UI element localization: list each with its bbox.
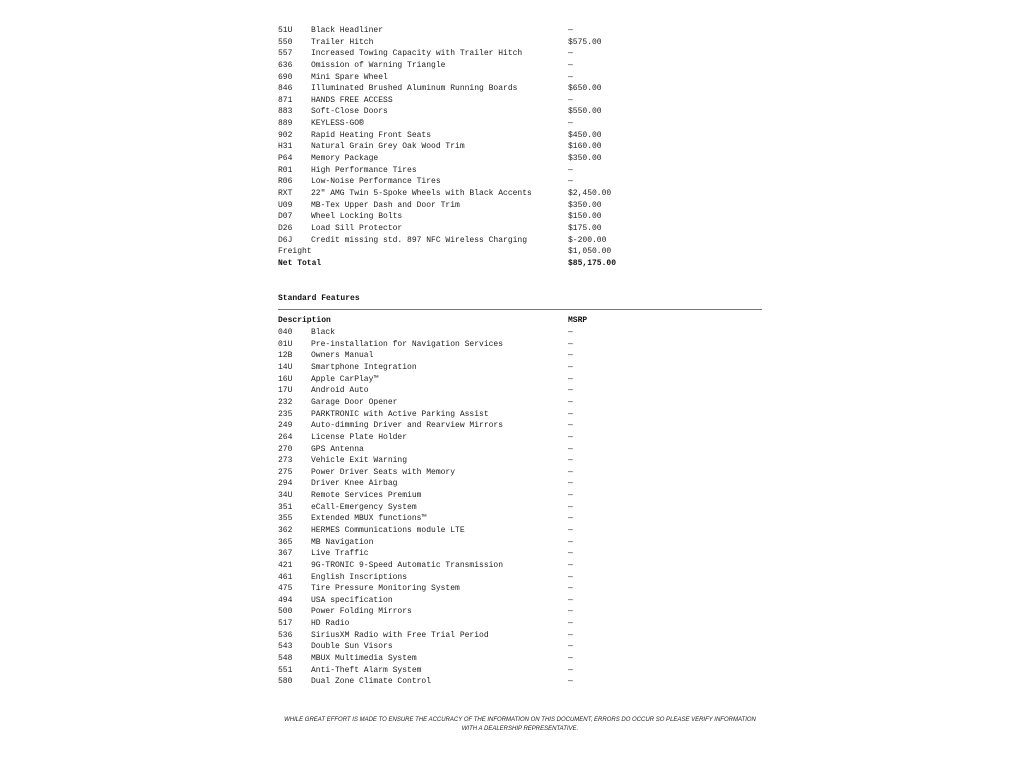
feature-row [278, 665, 762, 677]
feature-row [278, 513, 762, 525]
feature-row [278, 490, 762, 502]
option-msrp: — [568, 595, 573, 605]
option-row [278, 211, 762, 223]
option-msrp: — [568, 432, 573, 442]
option-msrp: $550.00 [568, 107, 602, 117]
net-total-amount: $85,175.00 [568, 258, 617, 268]
net-total-label: Net Total [278, 258, 322, 268]
freight-label: Freight [278, 247, 312, 257]
net-total-row [278, 258, 762, 270]
feature-row [278, 455, 762, 467]
option-code: 51U [278, 26, 293, 35]
feature-row [278, 478, 762, 490]
option-description: Increased Towing Capacity with Trailer Hitch [311, 49, 523, 59]
option-msrp: — [568, 607, 573, 617]
option-description: Illuminated Brushed Aluminum Running Boards [311, 84, 518, 94]
option-description: Omission of Warning Triangle [311, 60, 446, 70]
option-code: H31 [278, 142, 293, 152]
feature-row [278, 327, 762, 339]
option-code: R01 [278, 165, 293, 175]
msrp-column-header: MSRP [568, 316, 588, 326]
option-code: 548 [278, 654, 293, 664]
option-msrp: — [568, 397, 573, 407]
feature-row [278, 432, 762, 444]
option-row [278, 176, 762, 188]
option-description: Black [311, 328, 336, 338]
option-msrp: — [568, 119, 573, 129]
option-msrp: $650.00 [568, 84, 602, 94]
option-msrp: — [568, 467, 573, 477]
option-description: High Performance Tires [311, 165, 417, 175]
option-row [278, 153, 762, 165]
option-description: GPS Antenna [311, 444, 364, 454]
option-msrp: — [568, 619, 573, 629]
option-msrp: — [568, 549, 573, 559]
option-msrp: — [568, 165, 573, 175]
option-code: 249 [278, 421, 293, 431]
option-msrp: $575.00 [568, 37, 602, 47]
option-msrp: — [568, 630, 573, 640]
option-row [278, 118, 762, 130]
option-description: Driver Knee Airbag [311, 479, 398, 489]
option-msrp: — [568, 572, 573, 582]
option-msrp: — [568, 654, 573, 664]
feature-row [278, 618, 762, 630]
option-code: 883 [278, 107, 293, 117]
option-description: Tire Pressure Monitoring System [311, 584, 460, 594]
feature-row [278, 560, 762, 572]
feature-row [278, 385, 762, 397]
option-msrp: — [568, 363, 573, 373]
option-description: Natural Grain Grey Oak Wood Trim [311, 142, 465, 152]
option-msrp: — [568, 677, 573, 687]
option-msrp: — [568, 584, 573, 594]
option-code: 846 [278, 84, 293, 94]
option-msrp: — [568, 95, 573, 105]
section-divider [278, 309, 762, 310]
option-msrp: — [568, 642, 573, 652]
option-code: R06 [278, 177, 293, 187]
option-code: 557 [278, 49, 293, 59]
disclaimer-text: WHILE GREAT EFFORT IS MADE TO ENSURE THE ACCURACY OF THE INFORMATION ON THIS DOCUMENT, ERRORS DO OCCUR SO PLEASE VERIFY INFORMATION WITH A DEALERSHIP REPRESENTATIVE. [284, 717, 756, 732]
option-row [278, 60, 762, 72]
option-msrp: — [568, 525, 573, 535]
option-code: 362 [278, 525, 293, 535]
option-description: Low-Noise Performance Tires [311, 177, 441, 187]
standard-features-header [278, 315, 762, 327]
feature-row [278, 374, 762, 386]
option-description: KEYLESS-GO® [311, 119, 364, 129]
option-row [278, 130, 762, 142]
option-msrp: $150.00 [568, 212, 602, 222]
option-description: Double Sun Visors [311, 642, 393, 652]
option-row [278, 83, 762, 95]
option-msrp: — [568, 456, 573, 466]
option-code: 543 [278, 642, 293, 652]
option-row [278, 235, 762, 247]
option-description: Power Driver Seats with Memory [311, 467, 456, 477]
window-sticker-sheet [278, 25, 762, 688]
option-description: Anti-Theft Alarm System [311, 665, 422, 675]
option-code: 351 [278, 502, 293, 512]
option-msrp: — [568, 421, 573, 431]
option-code: D6J [278, 235, 293, 245]
option-description: 22" AMG Twin 5-Spoke Wheels with Black Accents [311, 188, 532, 198]
option-description: PARKTRONIC with Active Parking Assist [311, 409, 489, 419]
option-row [278, 37, 762, 49]
option-code: 551 [278, 665, 293, 675]
option-code: 636 [278, 60, 293, 70]
option-row [278, 165, 762, 177]
option-code: 889 [278, 119, 293, 129]
option-description: Extended MBUX functions™ [311, 514, 427, 524]
option-description: Load Sill Protector [311, 223, 403, 233]
option-description: Garage Door Opener [311, 397, 398, 407]
option-code: 270 [278, 444, 293, 454]
option-row [278, 95, 762, 107]
option-description: English Inscriptions [311, 572, 408, 582]
option-code: 14U [278, 363, 293, 373]
option-msrp: — [568, 491, 573, 501]
feature-row [278, 397, 762, 409]
option-description: Credit missing std. 897 NFC Wireless Charging [311, 235, 528, 245]
option-msrp: $450.00 [568, 130, 602, 140]
option-msrp: — [568, 665, 573, 675]
feature-row [278, 339, 762, 351]
option-code: RXT [278, 188, 293, 198]
option-msrp: $-200.00 [568, 235, 607, 245]
option-description: Soft-Close Doors [311, 107, 388, 117]
option-code: P64 [278, 154, 293, 164]
option-description: Pre-installation for Navigation Services [311, 339, 504, 349]
option-msrp: — [568, 560, 573, 570]
option-msrp: — [568, 60, 573, 70]
option-code: D07 [278, 212, 293, 222]
feature-row [278, 653, 762, 665]
option-code: 365 [278, 537, 293, 547]
option-description: Smartphone Integration [311, 363, 417, 373]
description-column-header: Description [278, 316, 331, 326]
option-code: 500 [278, 607, 293, 617]
option-msrp: — [568, 537, 573, 547]
option-msrp: — [568, 409, 573, 419]
option-description: MB Navigation [311, 537, 374, 547]
option-code: 690 [278, 72, 293, 82]
option-msrp: $2,450.00 [568, 188, 612, 198]
feature-row [278, 467, 762, 479]
option-description: USA specification [311, 595, 393, 605]
feature-row [278, 548, 762, 560]
feature-row [278, 572, 762, 584]
feature-row [278, 606, 762, 618]
option-row [278, 25, 762, 37]
option-code: 550 [278, 37, 293, 47]
option-description: Wheel Locking Bolts [311, 212, 403, 222]
feature-row [278, 420, 762, 432]
option-code: 34U [278, 491, 293, 501]
feature-row [278, 362, 762, 374]
option-msrp: — [568, 339, 573, 349]
option-code: 040 [278, 328, 293, 338]
option-code: 232 [278, 397, 293, 407]
option-row [278, 72, 762, 84]
option-code: 475 [278, 584, 293, 594]
option-description: HANDS FREE ACCESS [311, 95, 393, 105]
option-description: Dual Zone Climate Control [311, 677, 432, 687]
option-row [278, 141, 762, 153]
feature-row [278, 409, 762, 421]
option-description: Remote Services Premium [311, 491, 422, 501]
option-code: 275 [278, 467, 293, 477]
option-code: 367 [278, 549, 293, 559]
option-code: 902 [278, 130, 293, 140]
feature-row [278, 595, 762, 607]
option-description: Rapid Heating Front Seats [311, 130, 432, 140]
option-description: 9G-TRONIC 9-Speed Automatic Transmission [311, 560, 504, 570]
option-row [278, 48, 762, 60]
option-description: HERMES Communications module LTE [311, 525, 465, 535]
option-msrp: — [568, 374, 573, 384]
option-code: 264 [278, 432, 293, 442]
option-msrp: $175.00 [568, 223, 602, 233]
option-msrp: — [568, 328, 573, 338]
option-msrp: — [568, 479, 573, 489]
option-msrp: — [568, 72, 573, 82]
feature-row [278, 630, 762, 642]
feature-row [278, 537, 762, 549]
option-code: 01U [278, 339, 293, 349]
option-description: Mini Spare Wheel [311, 72, 388, 82]
feature-row [278, 676, 762, 688]
option-description: Auto-dimming Driver and Rearview Mirrors [311, 421, 504, 431]
option-code: 421 [278, 560, 293, 570]
option-description: HD Radio [311, 619, 350, 629]
option-row [278, 223, 762, 235]
option-description: License Plate Holder [311, 432, 408, 442]
option-code: 16U [278, 374, 293, 384]
freight-amount: $1,050.00 [568, 247, 612, 257]
option-msrp: — [568, 514, 573, 524]
standard-features-list [278, 327, 762, 688]
option-code: 235 [278, 409, 293, 419]
option-code: 871 [278, 95, 293, 105]
option-code: U09 [278, 200, 293, 210]
option-description: Trailer Hitch [311, 37, 374, 47]
option-msrp: — [568, 444, 573, 454]
option-description: Android Auto [311, 386, 369, 396]
option-msrp: $350.00 [568, 200, 602, 210]
option-msrp: — [568, 351, 573, 361]
feature-row [278, 583, 762, 595]
option-description: Black Headliner [311, 26, 384, 35]
option-msrp: $350.00 [568, 154, 602, 164]
option-row [278, 188, 762, 200]
option-description: Vehicle Exit Warning [311, 456, 408, 466]
feature-row [278, 502, 762, 514]
option-row [278, 106, 762, 118]
option-code: 12B [278, 351, 293, 361]
option-row [278, 200, 762, 212]
option-code: 461 [278, 572, 293, 582]
option-msrp: — [568, 502, 573, 512]
option-msrp: — [568, 177, 573, 187]
option-code: D26 [278, 223, 293, 233]
option-msrp: — [568, 26, 573, 35]
option-description: SiriusXM Radio with Free Trial Period [311, 630, 489, 640]
option-code: 17U [278, 386, 293, 396]
standard-features-title: Standard Features [278, 294, 360, 304]
option-description: Apple CarPlay™ [311, 374, 379, 384]
option-code: 355 [278, 514, 293, 524]
option-msrp: — [568, 49, 573, 59]
option-msrp: $160.00 [568, 142, 602, 152]
option-msrp: — [568, 386, 573, 396]
option-description: Power Folding Mirrors [311, 607, 412, 617]
feature-row [278, 350, 762, 362]
option-description: Live Traffic [311, 549, 369, 559]
feature-row [278, 444, 762, 456]
option-description: Memory Package [311, 154, 379, 164]
option-description: Owners Manual [311, 351, 374, 361]
feature-row [278, 525, 762, 537]
option-code: 273 [278, 456, 293, 466]
option-code: 294 [278, 479, 293, 489]
options-list [278, 25, 762, 246]
option-description: MBUX Multimedia System [311, 654, 417, 664]
option-code: 517 [278, 619, 293, 629]
option-code: 494 [278, 595, 293, 605]
feature-row [278, 641, 762, 653]
option-description: eCall-Emergency System [311, 502, 417, 512]
option-description: MB-Tex Upper Dash and Door Trim [311, 200, 460, 210]
freight-row [278, 246, 762, 258]
option-code: 536 [278, 630, 293, 640]
option-code: 580 [278, 677, 293, 687]
